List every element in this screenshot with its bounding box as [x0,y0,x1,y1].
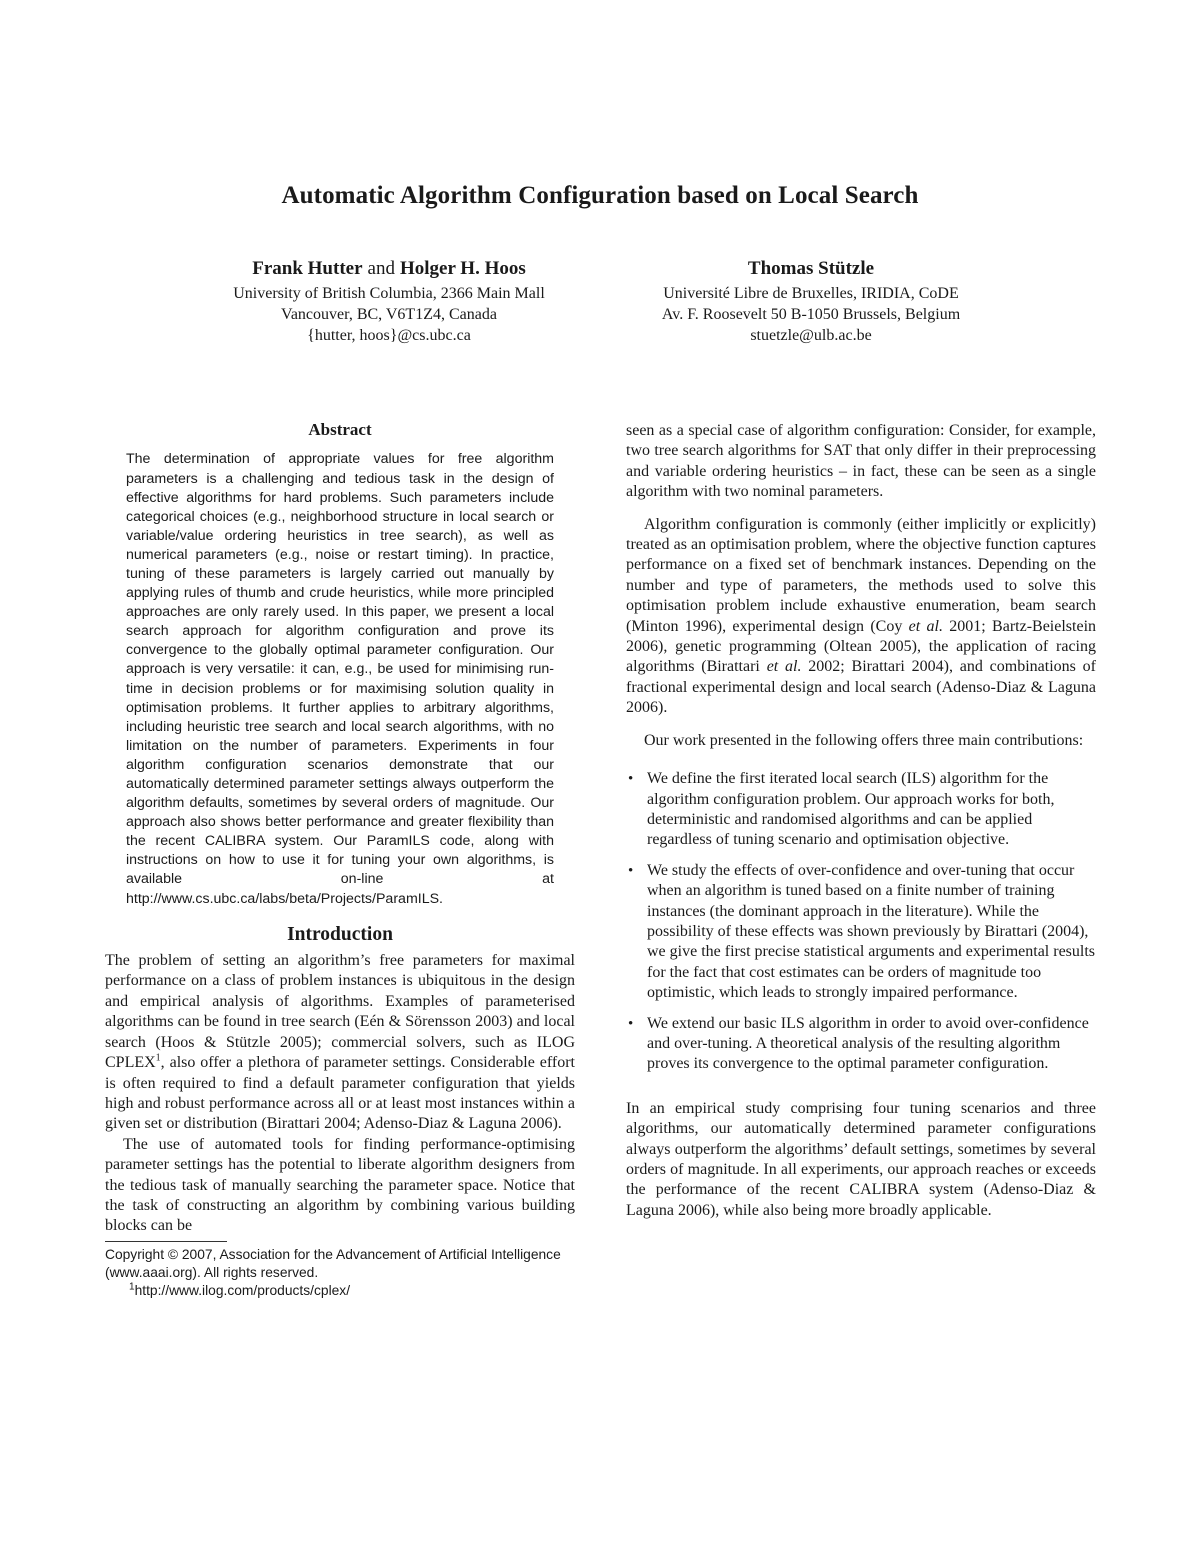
paper-title: Automatic Algorithm Configuration based on Local Search [281,182,919,209]
author-block-ubc [150,256,628,346]
bullet-icon: • [628,771,634,788]
author-name: Frank Hutter [252,258,363,279]
bullet-icon: • [628,1015,634,1032]
abstract-text: The determination of appropriate values for free algorithm parameters is a challenging and tedious task in the design of effective algorithms for hard problems. Such parameters include categorical choices (e.g., neighborhood structure in local search or variable/value ordering heuristics in tree search), as well as numerical parameters (e.g., noise or restart timing). In practice, tuning of these parameters is largely carried out manually by applying rules of thumb and crude heuristics, while more principled approaches are only rarely used. In this paper, we present a local search approach for algorithm configuration and prove its convergence to the globally optimal parameter configuration. Our approach is very versatile: it can, e.g., be used for minimising run-time in decision problems or for maximising solution quality in optimisation problems. It further applies to arbitrary algorithms, including heuristic tree search and local search algorithms, with no limitation on the number of parameters. Experiments in four algorithm configuration scenarios demonstrate that our automatically determined parameter settings always outperform the algorithm defaults, sometimes by several orders of magnitude. Our approach also shows better performance and greater flexibility than the recent CALIBRA system. Our ParamILS code, along with instructions on how to use it for tuning your own algorithms, is available on-line at http://www.cs.ubc.ca/labs/beta/Projects/ParamILS. [126,451,554,907]
list-item: • We define the first iterated local search (ILS) algorithm for the algorithm configuration problem. Our approach works for both, deterministic and randomised algorithms and can be applied regardless of tuning scenario and optimisation objective. [628,770,1055,849]
list-item: • We study the effects of over-confidence and over-tuning that occur when an algorithm is tuned based on a finite number of training instances (the dominant approach in the literature). While the possibility of these effects was shown previously by Birattari (2004), we give the first precise statistical arguments and experimental results for the fact that cost estimates can be orders of magnitude too optimistic, which leads to strongly impaired performance. [628,861,1096,1002]
footnote-divider [105,1241,227,1242]
author-block-ulb [600,256,1022,346]
bullet-icon: • [628,862,634,879]
author-name: Thomas Stützle [747,258,875,279]
intro-paragraph-1: The problem of setting an algorithm’s free parameters for maximal performance on a class of problem instances is ubiquitous in the design and empirical analysis of algorithms. Examples of parameterised algorithms can be found in tree search (Eén & Sörensson 2003) and local search (Hoos & Stützle 2005); commercial solvers, such as ILOG CPLEX$^1$, also offer a plethora of parameter settings. Considerable effort is often required to find a default parameter configuration that yields high and robust performance across all or at least most instances within a given set or distribution (Birattari 2004; Adenso-Diaz & Laguna 2006). [105,952,575,1133]
body-paragraph: Algorithm configuration is commonly (either implicitly or explicitly) treated as an optimisation problem, where the objective function captures performance on a fixed set of benchmark instances. Depending on the number and type of parameters, the methods used to solve this optimisation problem include exhaustive enumeration, beam search (Minton 1996), experimental design (Coy et al. 2001; Bartz-Beielstein 2006), genetic programming (Oltean 2005), the application of racing algorithms (Birattari et al. 2002; Birattari 2004), and combinations of fractional experimental design and local search (Adenso-Diaz & Laguna 2006). [626,515,1097,717]
affiliation-line: Av. F. Roosevelt 50 B-1050 Brussels, Belgium [661,306,961,323]
affiliation-line: Université Libre de Bruxelles, IRIDIA, CoDE [663,285,959,302]
body-paragraph: seen as a special case of algorithm configuration: Consider, for example, two tree search algorithms for SAT that only differ in their preprocessing and variable ordering heuristics – in fact, these can be seen as a single algorithm with two nominal parameters. [626,422,1096,501]
footnote-1: $^1$http://www.ilog.com/products/cplex/ [129,1281,351,1298]
introduction-heading: Introduction [287,923,393,945]
affiliation-line: University of British Columbia, 2366 Main Mall [233,285,545,302]
author-email: {hutter, hoos}@cs.ubc.ca [307,327,471,344]
abstract-heading: Abstract [308,420,372,439]
intro-paragraph-2: The use of automated tools for finding performance-optimising parameter settings has the potential to liberate algorithm designers from the tedious task of manually searching the parameter space. Notice that the task of constructing an algorithm by combining various building blocks can be [105,1135,575,1235]
right-column [626,421,1096,1221]
author-connector: and [367,258,395,279]
body-paragraph: In an empirical study comprising four tuning scenarios and three algorithms, our automatically determined parameter configurations always outperform the algorithms’ default settings, sometimes by several orders of magnitude. In all experiments, our approach reaches or exceeds the performance of the recent CALIBRA system (Adenso-Diaz & Laguna 2006), while also being more broadly applicable. [626,1099,1096,1219]
footnote-marker: 1 [155,1052,161,1064]
left-column [105,420,575,1300]
copyright-notice: Copyright © 2007, Association for the Advancement of Artificial Intelligence (www.aaai.org). All rights reserved. [105,1246,561,1280]
author-names-ubc [150,256,628,281]
affiliation-line: Vancouver, BC, V6T1Z4, Canada [281,306,497,323]
author-email: stuetzle@ulb.ac.be [750,327,872,344]
list-item: • We extend our basic ILS algorithm in order to avoid over-confidence and over-tuning. A theoretical analysis of the resulting algorithm proves its convergence to the optimal parameter configuration. [628,1014,1089,1073]
body-paragraph: Our work presented in the following offers three main contributions: [644,731,1084,749]
author-name: Holger H. Hoos [399,258,526,279]
contributions-list [626,769,1096,1075]
author-names-ulb [600,256,1022,281]
